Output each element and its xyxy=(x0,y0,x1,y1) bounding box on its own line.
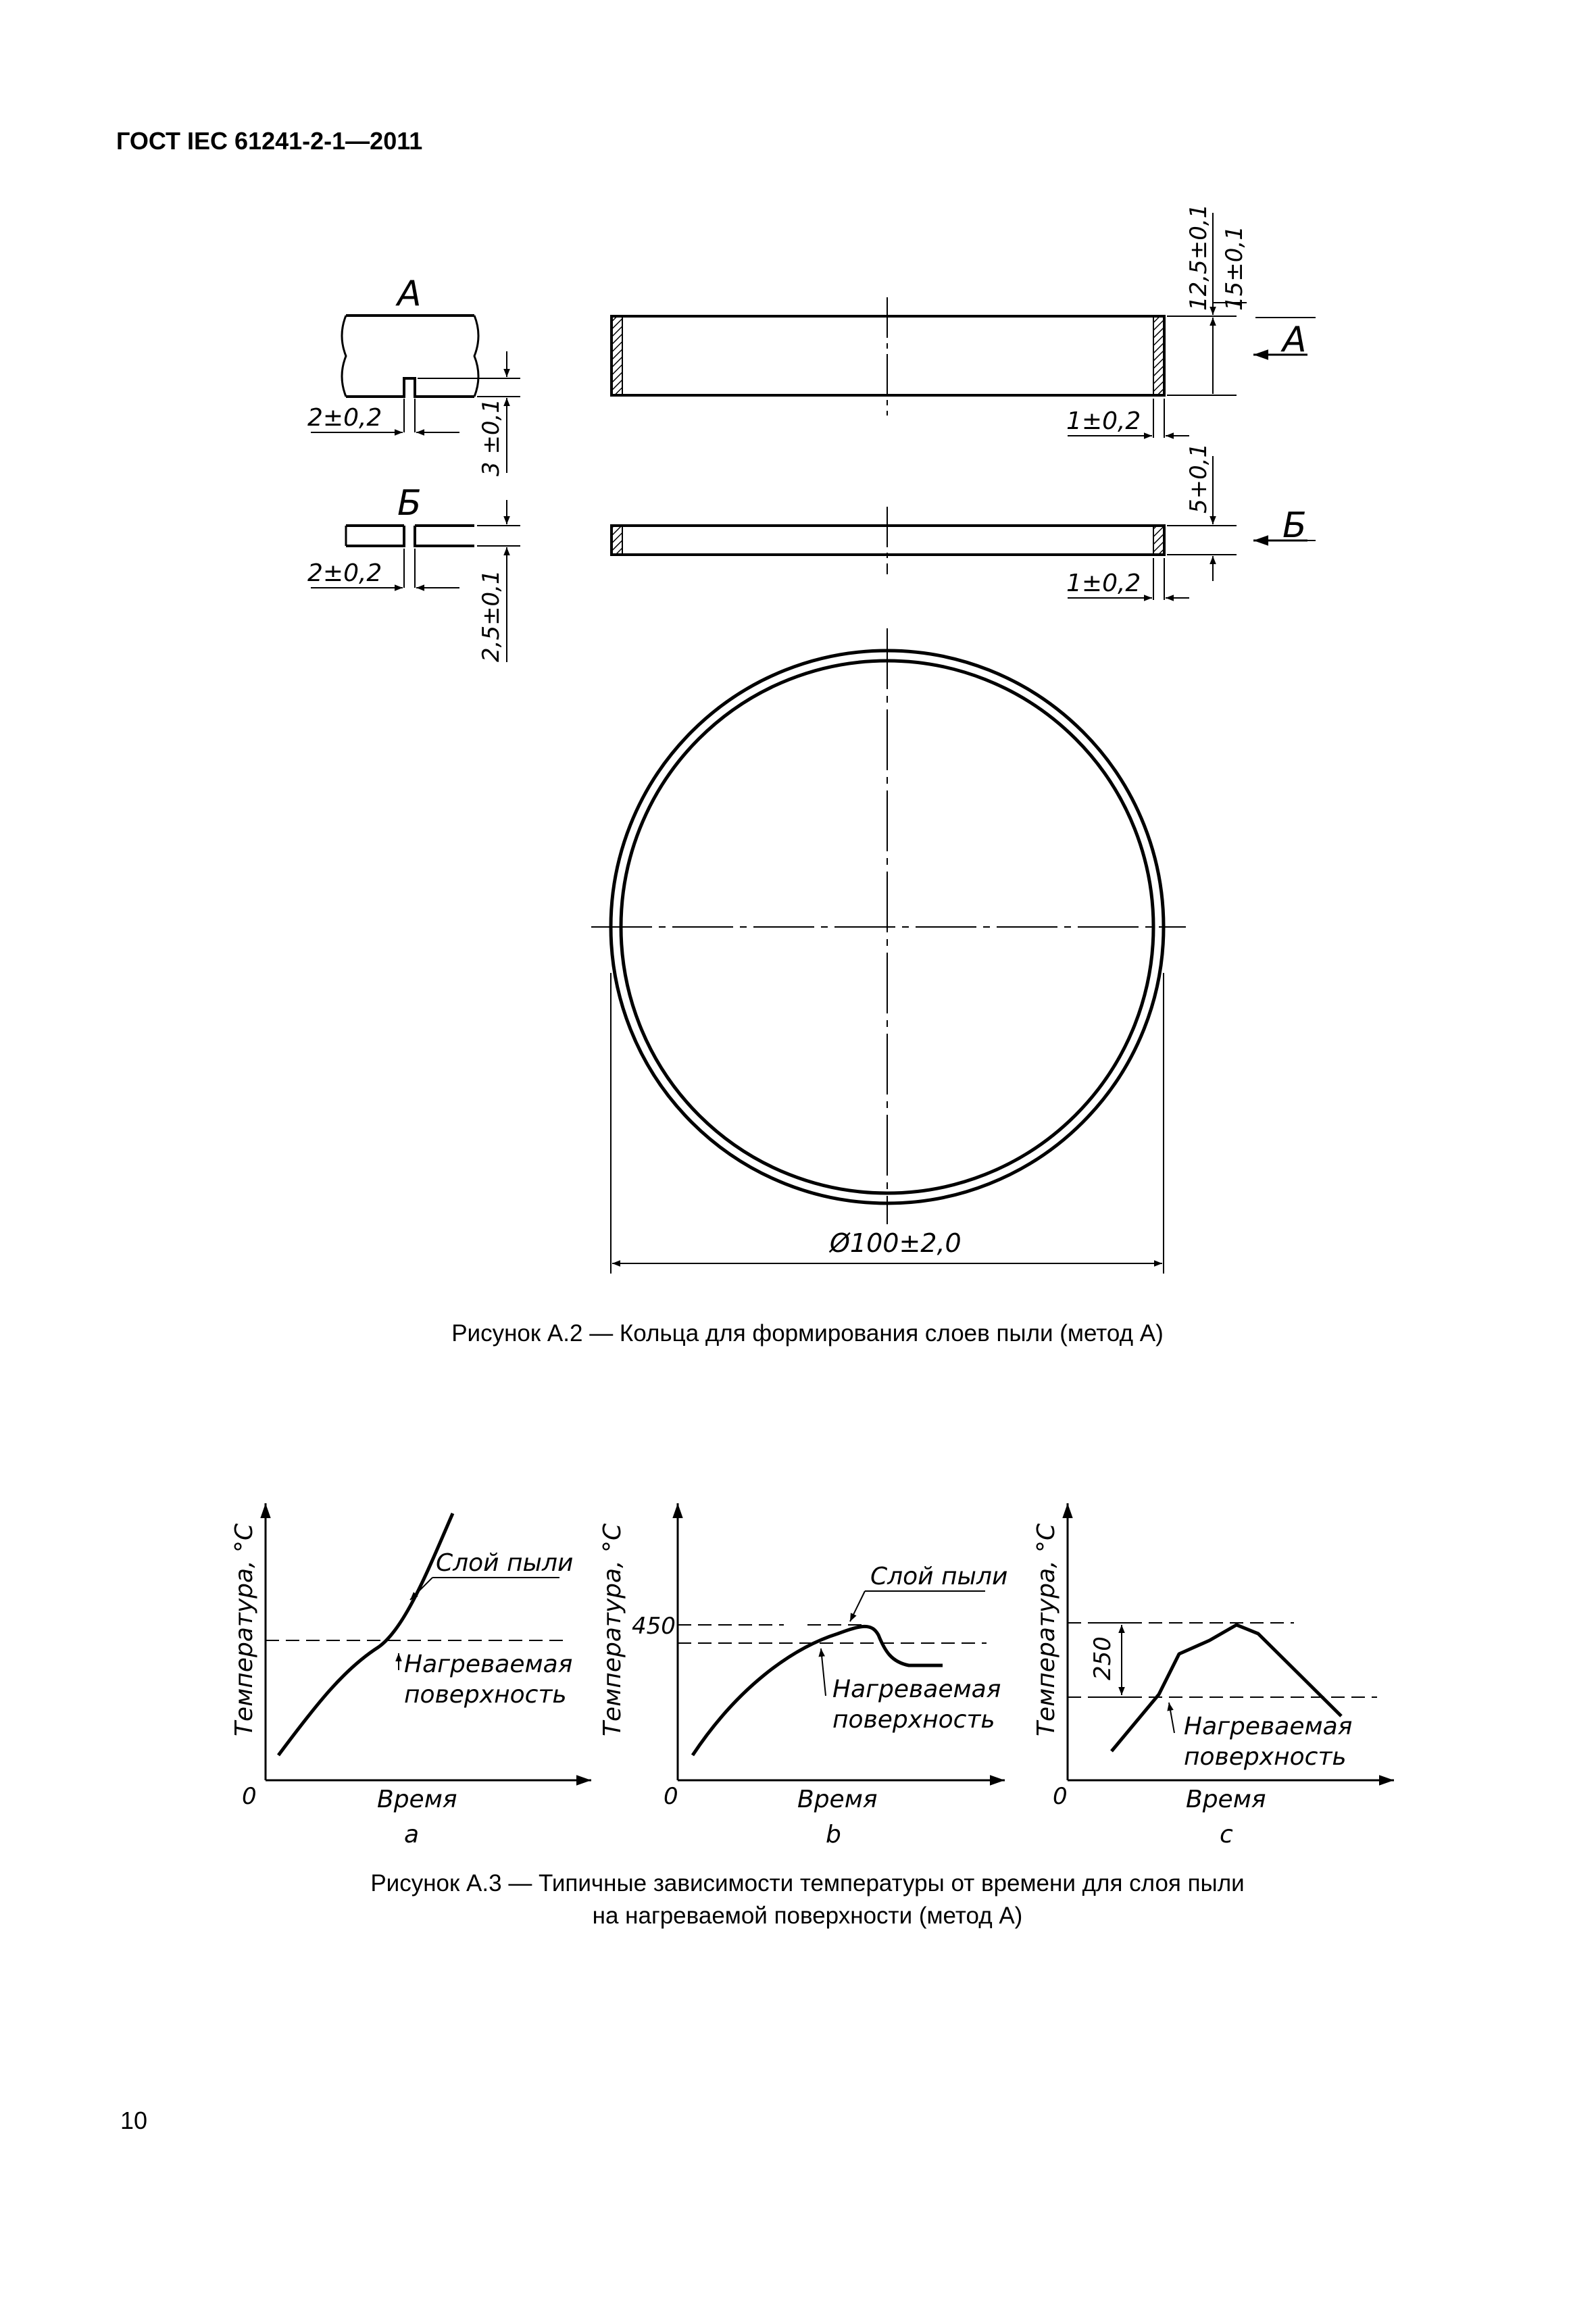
ylabel-c: Температура, °C xyxy=(1032,1523,1060,1736)
panel-letter-c: c xyxy=(1220,1821,1233,1848)
ylabel-a: Температура, °C xyxy=(230,1523,258,1736)
origin-b: 0 xyxy=(664,1783,678,1810)
dim-slot-b-depth: 2,5±0,1 xyxy=(478,570,505,662)
dim-height-b: 5+0,1 xyxy=(1185,443,1212,513)
figure-a3-caption-line2: на нагреваемой поверхности (метод А) xyxy=(592,1903,1023,1929)
dim-wall-a: 1±0,2 xyxy=(1066,407,1141,435)
surface-label-c-1: Нагреваемая xyxy=(1184,1713,1353,1740)
document-number: ГОСТ IEC 61241-2-1—2011 xyxy=(116,127,423,155)
level-250: 250 xyxy=(1089,1636,1116,1680)
xlabel-b: Время xyxy=(797,1786,878,1813)
figure-a3-caption xyxy=(203,1867,1412,1932)
origin-a: 0 xyxy=(242,1783,257,1810)
surface-label-a-1: Нагреваемая xyxy=(404,1651,573,1678)
dim-slot-a-width: 2±0,2 xyxy=(307,404,382,432)
surface-label-b-2: поверхность xyxy=(832,1706,995,1734)
panel-letter-b: b xyxy=(826,1821,841,1848)
dim-height-outer: 15±0,1 xyxy=(1221,226,1248,311)
dust-label-b: Слой пыли xyxy=(870,1563,1008,1590)
section-label-a: А xyxy=(1282,320,1307,360)
ylabel-b: Температура, °C xyxy=(599,1523,626,1736)
figure-a2-drawing xyxy=(311,213,1316,1274)
dim-height-inner: 12,5±0,1 xyxy=(1185,203,1212,311)
view-label-a: А xyxy=(397,274,422,314)
graph-panel-c xyxy=(1032,1503,1394,1848)
xlabel-a: Время xyxy=(377,1786,457,1813)
graph-panel-a xyxy=(230,1503,591,1848)
dim-diameter: Ø100±2,0 xyxy=(830,1228,962,1258)
ring-plan-view xyxy=(591,628,1186,1274)
xlabel-c: Время xyxy=(1186,1786,1266,1813)
dim-slot-a-depth: 3 ±0,1 xyxy=(478,399,505,476)
panel-letter-a: a xyxy=(404,1821,420,1848)
view-label-b: Б xyxy=(397,483,422,524)
curve-a xyxy=(278,1513,453,1755)
level-450: 450 xyxy=(632,1613,676,1640)
graph-panel-b xyxy=(599,1503,1007,1848)
figure-a2-caption: Рисунок А.2 — Кольца для формирования слоев пыли (метод А) xyxy=(451,1320,1164,1347)
surface-label-a-2: поверхность xyxy=(404,1681,567,1709)
figure-a3-caption-line1: Рисунок А.3 — Типичные зависимости температуры от времени для слоя пыли xyxy=(370,1870,1245,1896)
surface-label-b-1: Нагреваемая xyxy=(832,1676,1001,1703)
section-label-b: Б xyxy=(1282,505,1307,546)
page-number: 10 xyxy=(120,2107,148,2134)
dim-wall-b: 1±0,2 xyxy=(1066,570,1141,597)
dim-slot-b-width: 2±0,2 xyxy=(307,559,382,587)
surface-label-c-2: поверхность xyxy=(1184,1743,1347,1771)
origin-c: 0 xyxy=(1053,1783,1068,1810)
dust-label-a: Слой пыли xyxy=(436,1549,574,1577)
